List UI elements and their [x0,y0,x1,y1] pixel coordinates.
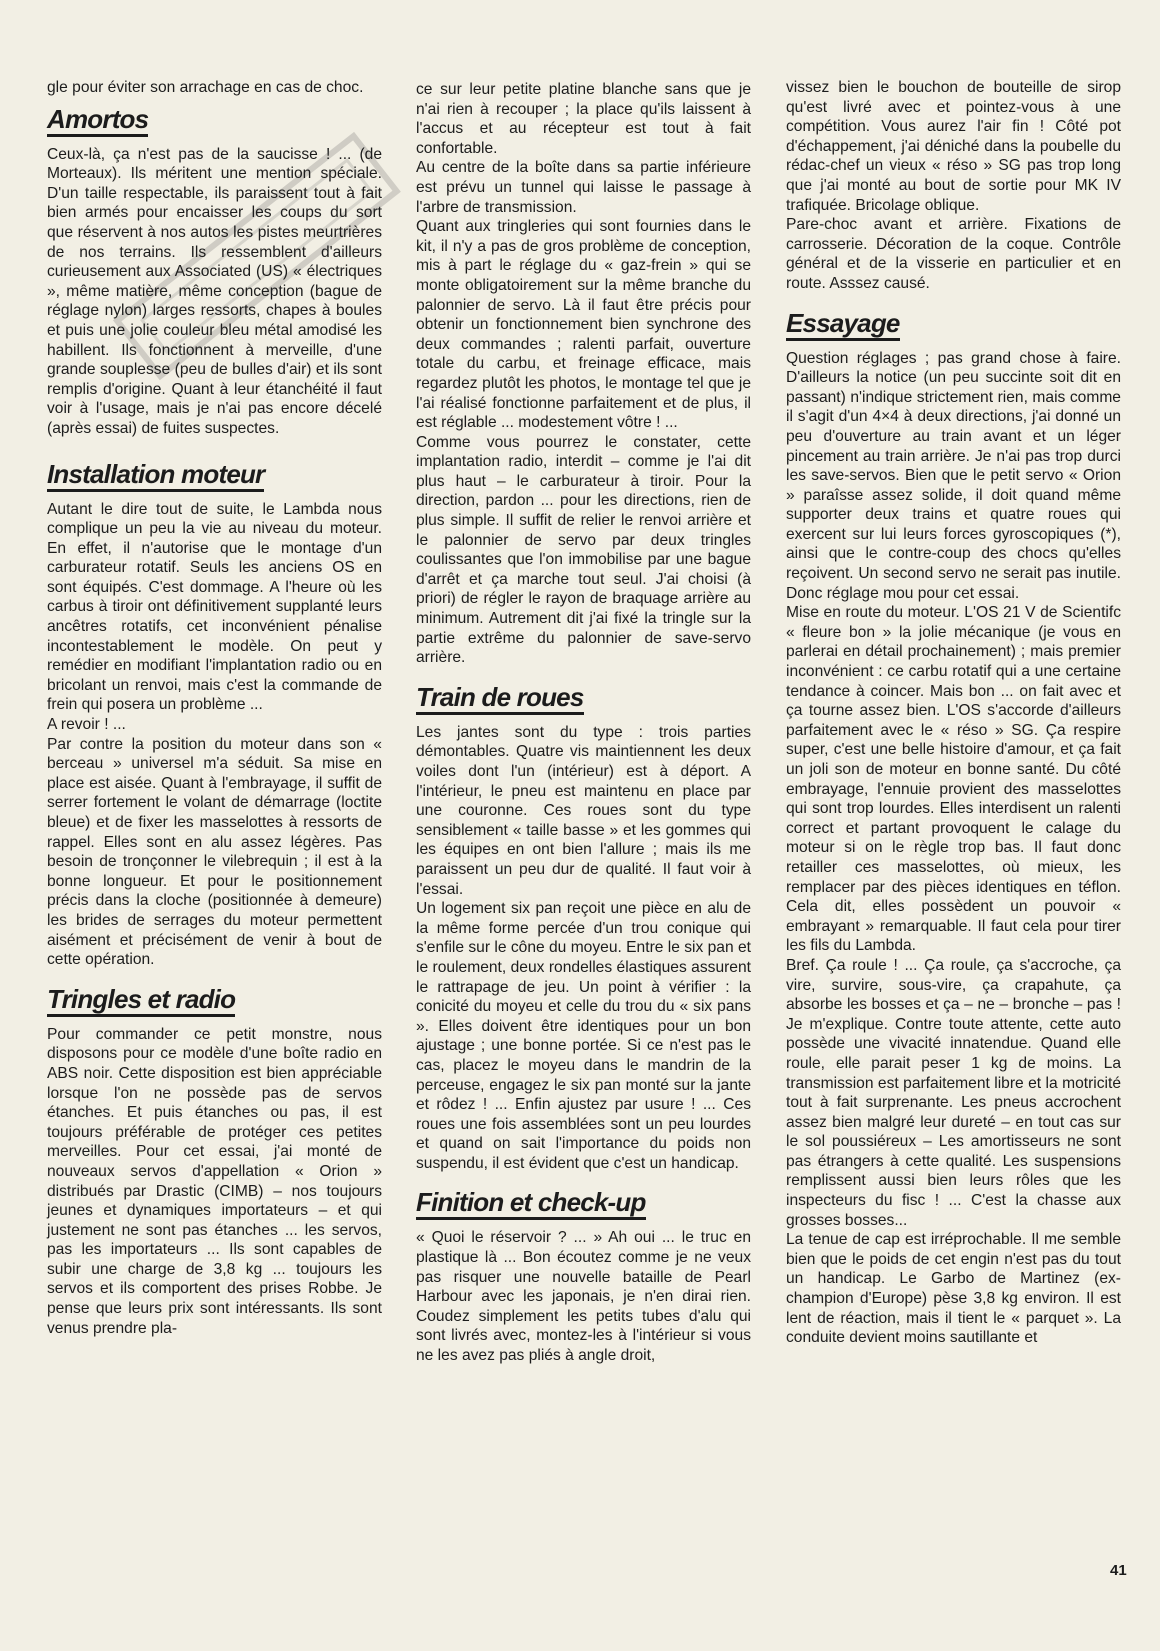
paragraph: vissez bien le bouchon de bouteille de sirop qu'est livré avec et pointez-vous à une compétition. Vous aurez l'air fin ! Côté pot d'échappement, j'ai déniché dans la poubelle du rédac-chef un vieux « réso » SG pas trop long que j'ai monté au bout de sortie pour MK IV trafiquée. Bricolage oblique. [786,79,1121,214]
paragraph: Quant aux tringleries qui sont fournies dans le kit, il n'y a pas de gros problème de conception, mis à part le réglage du « gaz-frein » qui se monte obligatoirement sur la même branche du palonnier de servo. Là il faut être précis pour obtenir un fonctionnement bien synchrone des deux commandes ; ralenti parfait, ouverture totale du carbu, et freinage efficace, mais regardez plutôt les photos, le montage tel que je l'ai réalisé fonctionne parfaitement et de plus, il est réglable ... modestement vôtre ! ... [416,218,751,432]
column-3 [786,78,1121,1348]
page-number: 41 [1110,1562,1127,1579]
paragraph: Mise en route du moteur. L'OS 21 V de Scientifc « fleure bon » la jolie mécanique (je vous en parlerai en détail prochainement) ; mais premier inconvénient : ce carbu rotatif qui a une certaine tendance à coincer. Mais bon ... on fait avec et ça tourne assez bien. L'OS s'accorde d'ailleurs parfaitement avec le « réso » SG. Ça respire super, c'est une belle histoire d'amour, et ça fait un joli son de moteur en bonne santé. Du côté embrayage, l'ennuie provient des masselottes qui sont trop lourdes. Elles interdisent un ralenti correct et partant provoquent le calage du moteur si on le règle trop bas. Il faut donc retailler ces masselottes, où mieux, les remplacer par des pièces identiques en téflon. Cela dit, elles possèdent un pouvoir « embrayant » remarquable. Il faut cela pour tirer les fils du Lambda. [786,604,1121,955]
paragraph: La tenue de cap est irréprochable. Il me semble bien que le poids de cet engin n'est pas du tout un handicap. Le Garbo de Martinez (ex-champion d'Europe) pèse 3,8 kg environ. Il est lent de réaction, mais il tient le « parquet ». La conduite devient moins sautillante et [786,1231,1121,1347]
heading-essayage: Essayage [786,308,900,341]
heading-installation-moteur: Installation moteur [47,459,264,492]
paragraph: Les jantes sont du type : trois parties démontables. Quatre vis maintiennent les deux voiles dont l'un (intérieur) est à déport. A l'intérieur, le pneu est maintenu en place par une couronne. Ces roues sont du type sensiblement « taille basse » et les gommes qui les équipes en ont bien l'allure ; mais ils me paraissent un peu dur de qualité. Il faut voir à l'essai. [416,723,751,898]
paragraph: Question réglages ; pas grand chose à faire. D'ailleurs la notice (un peu succinte soit dit en passant) n'indique strictement rien, mais comme il s'agit d'un 4×4 à deux directions, j'ai donné un peu d'ouverture au train avant et un léger pincement au train arrière. Je n'ai pas trop durci les save-servos. Bien que le petit servo « Orion » paraîsse assez solide, il doit quand même supporter deux trains et quatre roues qui exercent sur lui leurs forces gyroscopiques (*), ainsi que le contre-coup des chocs qu'elles reçoivent. Un second servo ne serait pas inutile. Donc réglage mou pour cet essai. [786,349,1121,602]
heading-tringles-et-radio: Tringles et radio [47,984,235,1017]
paragraph: Autant le dire tout de suite, le Lambda nous complique un peu la vie au niveau du moteur. En effet, il n'autorise que le montage d'un carburateur rotatif. Seuls les anciens OS en sont équipés. C'est dommage. A l'heure où les carbus à tiroir ont définitivement supplanté leurs ancêtres rotatifs, cet inconvénient pénalise incontestablement le modèle. On peut y remédier en modifiant l'implantation radio ou en bricolant un renvoi, mais c'est la commande de frein qui posera un problème ... [47,500,382,714]
column-1 [47,78,382,1338]
column-2 [416,80,751,1366]
paragraph: Au centre de la boîte dans sa partie inférieure est prévu un tunnel qui laisse le passage à l'arbre de transmission. [416,159,751,216]
heading-amortos: Amortos [47,104,148,137]
heading-finition-et-check-up: Finition et check-up [416,1187,646,1220]
paragraph: Un logement six pan reçoit une pièce en alu de la même forme percée d'un trou conique qui s'enfile sur le cône du moyeu. Entre le six pan et le roulement, deux rondelles élastiques assurent le rattrapage de jeu. Un point à vérifier : la conicité du moyeu et celle du trou du « six pans ». Elles doivent être identiques pour un bon ajustage ; une bonne portée. Si ce n'est pas le cas, placez le moyeu dans le mandrin de la perceuse, engagez le six pan monté sur la jante et rôdez ! ... Enfin ajustez par usure ! ... Ces roues une fois assemblées sont un peu lourdes et quand on sait l'importance du poids non suspendu, il est évident que c'est un handicap. [416,900,751,1172]
paragraph: A revoir ! ... [47,716,126,734]
paragraph: Ceux-là, ça n'est pas de la saucisse ! ... (de Morteaux). Ils méritent une mention spéciale. D'un taille respectable, ils paraissent tout à fait bien armés pour encaisser les coups du sort que réservent à nos autos les pistes meurtrières de nos terrains. Ils ressemblent d'ailleurs curieusement aux Associated (US) « électriques », même matière, même conception (bague de réglage nylon) larges ressorts, chapes à boules et puis une jolie couleur bleu métal amodisé les habillent. Ils fonctionnent à merveille, d'une grande souplesse (peu de bulles d'air) et ils sont remplis d'origine. Quant à leur étanchéité il faut voir à l'usage, mais je n'ai pas encore décelé (après essai) de fuites suspectes. [47,145,382,437]
paragraph: ce sur leur petite platine blanche sans que je n'ai rien à recouper ; la place qu'ils laissent à l'accus et au récepteur est tout à fait confortable. [416,81,751,157]
paragraph: Comme vous pourrez le constater, cette implantation radio, interdit – comme je l'ai dit plus haut – le carburateur à tiroir. Pour la direction, pardon ... pour les directions, rien de plus simple. Il suffit de relier le renvoi arrière et le palonnier de servo par deux tringles coulissantes que l'on immobilise par une bague d'arrêt et ça marche tout seul. J'ai choisi (à priori) de régler le rayon de braquage arrière au minimum. Autrement dit j'ai fixé la tringle sur la partie extrême du palonnier de save-servo arrière. [416,433,751,667]
paragraph: Pour commander ce petit monstre, nous disposons pour ce modèle d'une boîte radio en ABS noir. Cette disposition est bien appréciable lorsque l'on ne possède pas de servos étanches. Et puis étanches ou pas, il est toujours préférable de protéger ces petites merveilles. Pour cet essai, j'ai monté de nouveaux servos d'appellation « Orion » distribués par Drastic (CIMB) – nos toujours jeunes et dynamiques importateurs – et qui justement ne sont pas étanches ... les servos, pas les importateurs ... Ils sont capables de subir une charge de 3,8 kg ... toujours les servos et ils comportent des prises Robbe. Je pense que leurs prix sont intéressants. Ils sont venus prendre pla- [47,1025,382,1337]
paragraph: gle pour éviter son arrachage en cas de choc. [47,79,364,96]
paragraph: « Quoi le réservoir ? ... » Ah oui ... le truc en plastique là ... Bon écoutez comme je ne veux pas risquer une nouvelle bataille de Pearl Harbour avec les japonais, je n'en dirai rien. Coudez simplement les petits tubes d'alu qui sont livrés avec, montez-les à l'intérieur si vous ne les avez pas pliés à angle droit, [416,1229,751,1365]
paragraph: Pare-choc avant et arrière. Fixations de carrosserie. Décoration de la coque. Contrôle général et de la visserie en particulier et en route. Asssez causé. [786,216,1121,292]
paragraph: Bref. Ça roule ! ... Ça roule, ça s'accroche, ça vire, survire, sous-vire, ça crapahute, ça absorbe les bosses et ça – ne – bronche – pas ! Je m'explique. Contre toute attente, cette auto possède une vivacité innatendue. Quand elle roule, elle parait peser 1 kg de moins. La transmission est parfaitement libre et la motricité tout à fait surprenante. Les pneus accrochent assez bien malgré leur dureté – en tout cas sur le sol poussiéreux – Les amortisseurs ne sont pas étrangers à cette qualité. Les suspensions remplissent aussi bien leurs rôles que les inspecteurs du fisc ! ... C'est la chasse aux grosses bosses... [786,956,1121,1229]
heading-train-de-roues: Train de roues [416,682,584,715]
paragraph: Par contre la position du moteur dans son « berceau » universel m'a séduit. Sa mise en place est aisée. Quant à l'embrayage, il suffit de serrer fortement le volant de démarrage (loctite bleue) et de fixer les masselottes à ressorts de rappel. Elles sont en alu assez légères. Pas besoin de tronçonner le vilebrequin ; il est à la bonne longueur. Et pour le positionnement précis dans la cloche (positionnée à demeure) les brides de serrages du moteur permettent aisément et précisément de venir à bout de cette opération. [47,735,382,969]
